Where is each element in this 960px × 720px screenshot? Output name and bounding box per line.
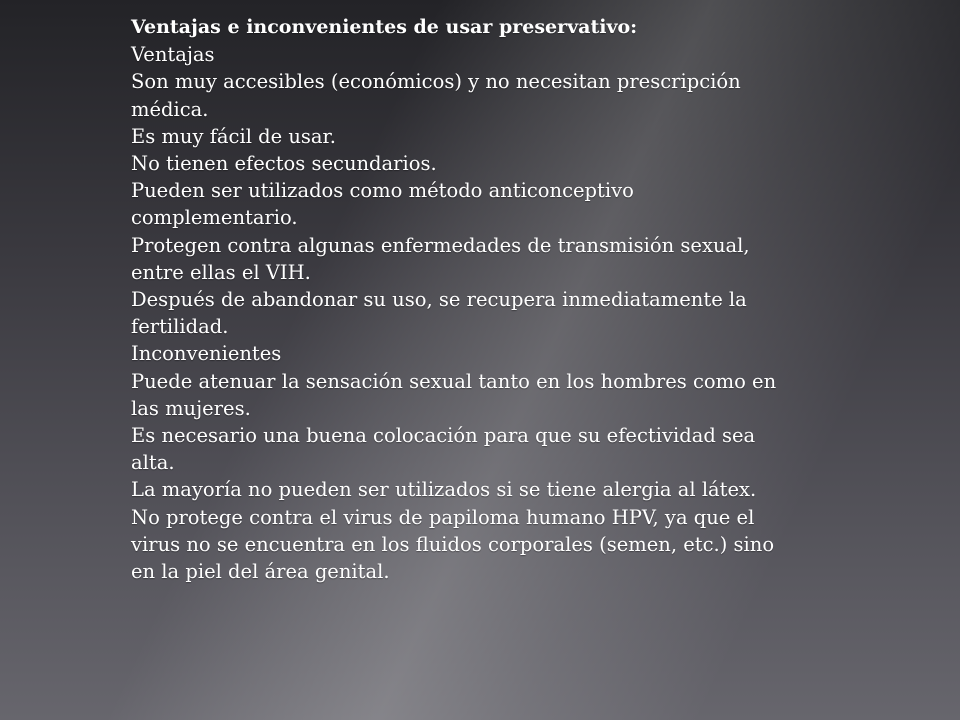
body-line: Es necesario una buena colocación para que su efectividad sea alta.: [131, 424, 756, 475]
slide-body: [131, 14, 791, 585]
body-line: Pueden ser utilizados como método anticonceptivo complementario.: [131, 179, 634, 230]
body-line: Protegen contra algunas enfermedades de transmisión sexual, entre ellas el VIH.: [131, 233, 750, 284]
body-line: Después de abandonar su uso, se recupera inmediatamente la fertilidad.: [131, 288, 747, 339]
body-line: Es muy fácil de usar.: [131, 124, 336, 148]
section-heading-ventajas: Ventajas: [131, 43, 215, 67]
body-line: No protege contra el virus de papiloma humano HPV, ya que el virus no se encuentra en los fluidos corporales (semen, etc.) sino en la piel del área genital.: [131, 505, 775, 584]
slide-title: Ventajas e inconvenientes de usar preservativo:: [131, 16, 638, 38]
body-line: La mayoría no pueden ser utilizados si se tiene alergia al látex.: [131, 478, 757, 502]
body-line: Puede atenuar la sensación sexual tanto en los hombres como en las mujeres.: [131, 369, 777, 420]
body-line: Son muy accesibles (económicos) y no necesitan prescripción médica.: [131, 70, 741, 121]
body-line: No tienen efectos secundarios.: [131, 152, 437, 176]
section-heading-inconvenientes: Inconvenientes: [131, 342, 282, 366]
